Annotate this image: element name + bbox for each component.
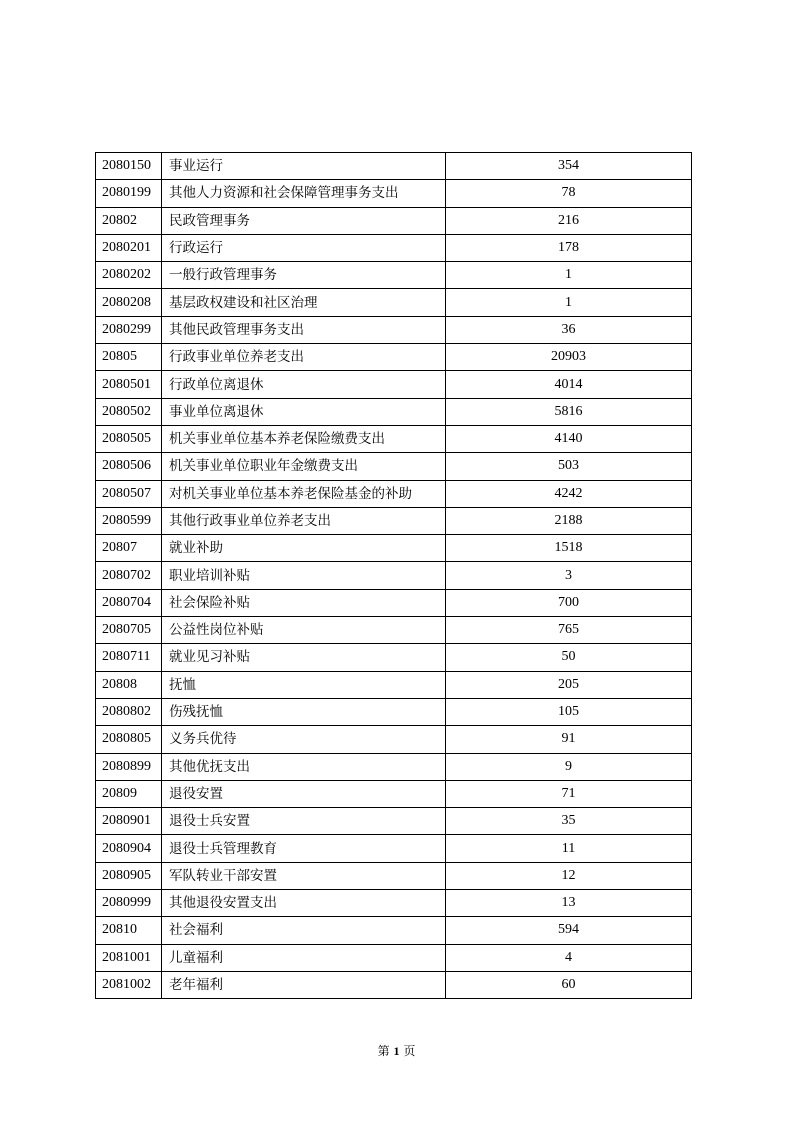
item-name-cell: 事业运行 bbox=[162, 153, 446, 180]
table-row bbox=[96, 753, 692, 780]
item-name-cell: 其他优抚支出 bbox=[162, 753, 446, 780]
item-amount-cell: 354 bbox=[446, 153, 692, 180]
item-code-cell: 2081002 bbox=[96, 971, 162, 998]
item-code-cell: 2080802 bbox=[96, 698, 162, 725]
table-row bbox=[96, 535, 692, 562]
item-name-cell: 其他退役安置支出 bbox=[162, 890, 446, 917]
item-name-cell: 行政单位离退休 bbox=[162, 371, 446, 398]
item-amount-cell: 700 bbox=[446, 589, 692, 616]
table-row bbox=[96, 480, 692, 507]
item-amount-cell: 216 bbox=[446, 207, 692, 234]
item-code-cell: 2080901 bbox=[96, 808, 162, 835]
item-amount-cell: 35 bbox=[446, 808, 692, 835]
item-name-cell: 机关事业单位基本养老保险缴费支出 bbox=[162, 425, 446, 452]
item-name-cell: 退役士兵安置 bbox=[162, 808, 446, 835]
item-amount-cell: 205 bbox=[446, 671, 692, 698]
item-name-cell: 行政运行 bbox=[162, 234, 446, 261]
table-row bbox=[96, 562, 692, 589]
item-amount-cell: 20903 bbox=[446, 344, 692, 371]
item-code-cell: 2080201 bbox=[96, 234, 162, 261]
item-code-cell: 2080805 bbox=[96, 726, 162, 753]
table-row bbox=[96, 971, 692, 998]
table-row bbox=[96, 835, 692, 862]
page-number: 1 bbox=[393, 1044, 400, 1058]
item-name-cell: 伤残抚恤 bbox=[162, 698, 446, 725]
item-name-cell: 其他人力资源和社会保障管理事务支出 bbox=[162, 180, 446, 207]
item-code-cell: 2080502 bbox=[96, 398, 162, 425]
item-name-cell: 义务兵优待 bbox=[162, 726, 446, 753]
item-amount-cell: 105 bbox=[446, 698, 692, 725]
item-code-cell: 20809 bbox=[96, 780, 162, 807]
table-row bbox=[96, 234, 692, 261]
item-amount-cell: 1 bbox=[446, 262, 692, 289]
item-code-cell: 2081001 bbox=[96, 944, 162, 971]
item-amount-cell: 4 bbox=[446, 944, 692, 971]
table-row bbox=[96, 726, 692, 753]
table-row bbox=[96, 207, 692, 234]
item-code-cell: 20808 bbox=[96, 671, 162, 698]
item-code-cell: 20810 bbox=[96, 917, 162, 944]
item-code-cell: 2080150 bbox=[96, 153, 162, 180]
table-row bbox=[96, 398, 692, 425]
item-amount-cell: 2188 bbox=[446, 507, 692, 534]
table-row bbox=[96, 671, 692, 698]
item-amount-cell: 91 bbox=[446, 726, 692, 753]
table-row bbox=[96, 316, 692, 343]
item-name-cell: 退役安置 bbox=[162, 780, 446, 807]
table-row bbox=[96, 617, 692, 644]
item-amount-cell: 178 bbox=[446, 234, 692, 261]
item-amount-cell: 60 bbox=[446, 971, 692, 998]
table-row bbox=[96, 589, 692, 616]
table-row bbox=[96, 453, 692, 480]
item-amount-cell: 9 bbox=[446, 753, 692, 780]
item-code-cell: 2080905 bbox=[96, 862, 162, 889]
item-name-cell: 社会保险补贴 bbox=[162, 589, 446, 616]
item-amount-cell: 13 bbox=[446, 890, 692, 917]
item-code-cell: 2080702 bbox=[96, 562, 162, 589]
item-name-cell: 其他民政管理事务支出 bbox=[162, 316, 446, 343]
item-name-cell: 基层政权建设和社区治理 bbox=[162, 289, 446, 316]
item-name-cell: 事业单位离退休 bbox=[162, 398, 446, 425]
item-code-cell: 2080705 bbox=[96, 617, 162, 644]
item-name-cell: 儿童福利 bbox=[162, 944, 446, 971]
item-amount-cell: 5816 bbox=[446, 398, 692, 425]
table-row bbox=[96, 917, 692, 944]
item-amount-cell: 50 bbox=[446, 644, 692, 671]
item-code-cell: 2080899 bbox=[96, 753, 162, 780]
item-amount-cell: 1 bbox=[446, 289, 692, 316]
item-name-cell: 公益性岗位补贴 bbox=[162, 617, 446, 644]
item-name-cell: 抚恤 bbox=[162, 671, 446, 698]
item-code-cell: 20807 bbox=[96, 535, 162, 562]
item-amount-cell: 12 bbox=[446, 862, 692, 889]
item-code-cell: 2080299 bbox=[96, 316, 162, 343]
item-code-cell: 2080507 bbox=[96, 480, 162, 507]
item-amount-cell: 78 bbox=[446, 180, 692, 207]
item-code-cell: 2080501 bbox=[96, 371, 162, 398]
item-amount-cell: 71 bbox=[446, 780, 692, 807]
table-row bbox=[96, 780, 692, 807]
item-name-cell: 社会福利 bbox=[162, 917, 446, 944]
item-name-cell: 其他行政事业单位养老支出 bbox=[162, 507, 446, 534]
table-row bbox=[96, 262, 692, 289]
item-amount-cell: 765 bbox=[446, 617, 692, 644]
item-code-cell: 2080202 bbox=[96, 262, 162, 289]
item-code-cell: 2080711 bbox=[96, 644, 162, 671]
item-amount-cell: 1518 bbox=[446, 535, 692, 562]
item-name-cell: 军队转业干部安置 bbox=[162, 862, 446, 889]
page-footer bbox=[0, 1042, 793, 1059]
item-name-cell: 一般行政管理事务 bbox=[162, 262, 446, 289]
table-row bbox=[96, 862, 692, 889]
table-row bbox=[96, 344, 692, 371]
item-amount-cell: 594 bbox=[446, 917, 692, 944]
item-name-cell: 就业补助 bbox=[162, 535, 446, 562]
table-row bbox=[96, 507, 692, 534]
item-amount-cell: 11 bbox=[446, 835, 692, 862]
table-row bbox=[96, 644, 692, 671]
item-code-cell: 2080506 bbox=[96, 453, 162, 480]
item-code-cell: 2080505 bbox=[96, 425, 162, 452]
item-name-cell: 行政事业单位养老支出 bbox=[162, 344, 446, 371]
item-name-cell: 职业培训补贴 bbox=[162, 562, 446, 589]
table-row bbox=[96, 289, 692, 316]
table-row bbox=[96, 371, 692, 398]
table-row bbox=[96, 180, 692, 207]
item-code-cell: 2080704 bbox=[96, 589, 162, 616]
item-name-cell: 就业见习补贴 bbox=[162, 644, 446, 671]
item-amount-cell: 503 bbox=[446, 453, 692, 480]
table-row bbox=[96, 944, 692, 971]
page-label-suffix: 页 bbox=[403, 1044, 416, 1058]
item-code-cell: 2080999 bbox=[96, 890, 162, 917]
item-name-cell: 民政管理事务 bbox=[162, 207, 446, 234]
item-code-cell: 2080208 bbox=[96, 289, 162, 316]
item-name-cell: 对机关事业单位基本养老保险基金的补助 bbox=[162, 480, 446, 507]
item-amount-cell: 4140 bbox=[446, 425, 692, 452]
table-row bbox=[96, 425, 692, 452]
table-row bbox=[96, 808, 692, 835]
table-body bbox=[96, 153, 692, 999]
page-label-prefix: 第 bbox=[377, 1044, 390, 1058]
item-name-cell: 老年福利 bbox=[162, 971, 446, 998]
item-amount-cell: 4242 bbox=[446, 480, 692, 507]
item-code-cell: 2080904 bbox=[96, 835, 162, 862]
table-row bbox=[96, 890, 692, 917]
item-code-cell: 2080199 bbox=[96, 180, 162, 207]
table-row bbox=[96, 153, 692, 180]
budget-table bbox=[95, 152, 692, 999]
item-code-cell: 20802 bbox=[96, 207, 162, 234]
item-amount-cell: 4014 bbox=[446, 371, 692, 398]
item-amount-cell: 36 bbox=[446, 316, 692, 343]
item-code-cell: 20805 bbox=[96, 344, 162, 371]
item-amount-cell: 3 bbox=[446, 562, 692, 589]
item-code-cell: 2080599 bbox=[96, 507, 162, 534]
item-name-cell: 退役士兵管理教育 bbox=[162, 835, 446, 862]
item-name-cell: 机关事业单位职业年金缴费支出 bbox=[162, 453, 446, 480]
table-row bbox=[96, 698, 692, 725]
